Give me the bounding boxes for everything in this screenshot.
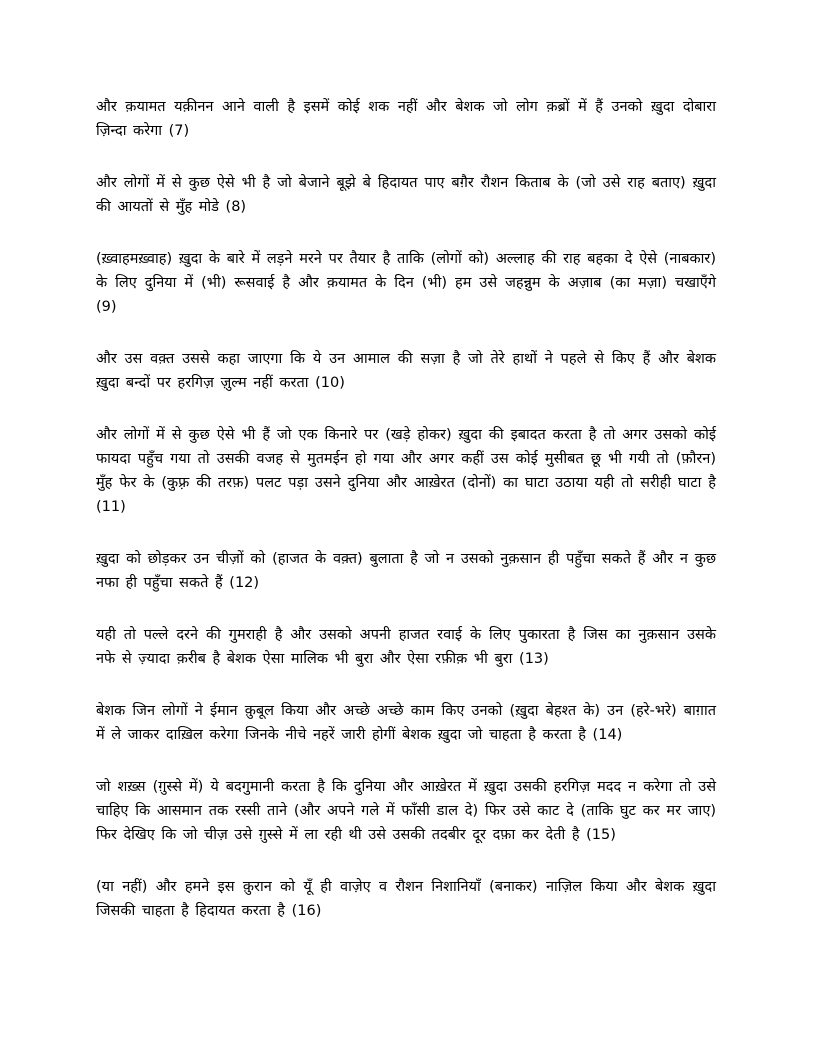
verse-11: और लोगों में से कुछ ऐसे भी हैं जो एक किनारे पर (खड़े होकर) ख़ुदा की इबादत करता है तो अगर उसको कोई फायदा पहुँच गया तो उसकी वजह से मुतमईन हो गया और अगर कहीं उस कोई मुसीबत छू भी गयी तो (फ़ौरन) मुँह फेर के (कुफ़्र की तरफ़) पलट पड़ा उसने दुनिया और आख़ेरत (दोनों) का घाटा उठाया यही तो सरीही घाटा है (11) [96, 427, 716, 515]
verse-9: (ख़्वाहमख़्वाह) ख़ुदा के बारे में लड़ने मरने पर तैयार है ताकि (लोगों को) अल्लाह की राह बहका दे ऐसे (नाबकार) के लिए दुनिया में (भी) रूसवाई है और क़यामत के दिन (भी) हम उसे जहन्नुम के अज़ाब (का मज़ा) चखाएँगे (9) [96, 251, 716, 315]
verse-8: और लोगों में से कुछ ऐसे भी है जो बेजाने बूझे बे हिदायत पाए बग़ैर रौशन किताब के (जो उसे राह बताए) ख़ुदा की आयतों से मुँह मोडे (8) [96, 175, 716, 215]
verse-12: ख़ुदा को छोड़कर उन चीज़ों को (हाजत के वक़्त) बुलाता है जो न उसको नुक़सान ही पहुँचा सकते हैं और न कुछ नफा ही पहुँचा सकते हैं (12) [96, 551, 716, 591]
document-page [96, 95, 716, 951]
verse-14: बेशक जिन लोगों ने ईमान क़ुबूल किया और अच्छे अच्छे काम किए उनको (ख़ुदा बेहश्त के) उन (हरे-भरे) बाग़ात में ले जाकर दाख़िल करेगा जिनके नीचे नहरें जारी होगीं बेशक ख़ुदा जो चाहता है करता है (14) [96, 703, 716, 743]
verse-16: (या नहीं) और हमने इस क़ुरान को यूँ ही वाज़ेए व रौशन निशानियाँ (बनाकर) नाज़िल किया और बेशक ख़ुदा जिसकी चाहता है हिदायत करता है (16) [96, 879, 716, 919]
verse-13: यही तो पल्ले दरने की गुमराही है और उसको अपनी हाजत रवाई के लिए पुकारता है जिस का नुक़सान उसके नफे से ज़्यादा क़रीब है बेशक ऐसा मालिक भी बुरा और ऐसा रफ़ीक़ भी बुरा (13) [96, 627, 716, 667]
verse-10: और उस वक़्त उससे कहा जाएगा कि ये उन आमाल की सज़ा है जो तेरे हाथों ने पहले से किए हैं और बेशक ख़ुदा बन्दों पर हरगिज़ ज़ुल्म नहीं करता (10) [96, 351, 716, 391]
verse-7: और क़यामत यक़ीनन आने वाली है इसमें कोई शक नहीं और बेशक जो लोग क़ब्रों में हैं उनको ख़ुदा दोबारा ज़िन्दा करेगा (7) [96, 99, 716, 139]
verse-15: जो शख़्स (ग़ुस्से में) ये बदगुमानी करता है कि दुनिया और आख़ेरत में ख़ुदा उसकी हरगिज़ मदद न करेगा तो उसे चाहिए कि आसमान तक रस्सी ताने (और अपने गले में फाँसी डाल दे) फिर उसे काट दे (ताकि घुट कर मर जाए) फिर देखिए कि जो चीज़ उसे ग़ुस्से में ला रही थी उसे उसकी तदबीर दूर दफ़ा कर देती है (15) [96, 779, 716, 843]
